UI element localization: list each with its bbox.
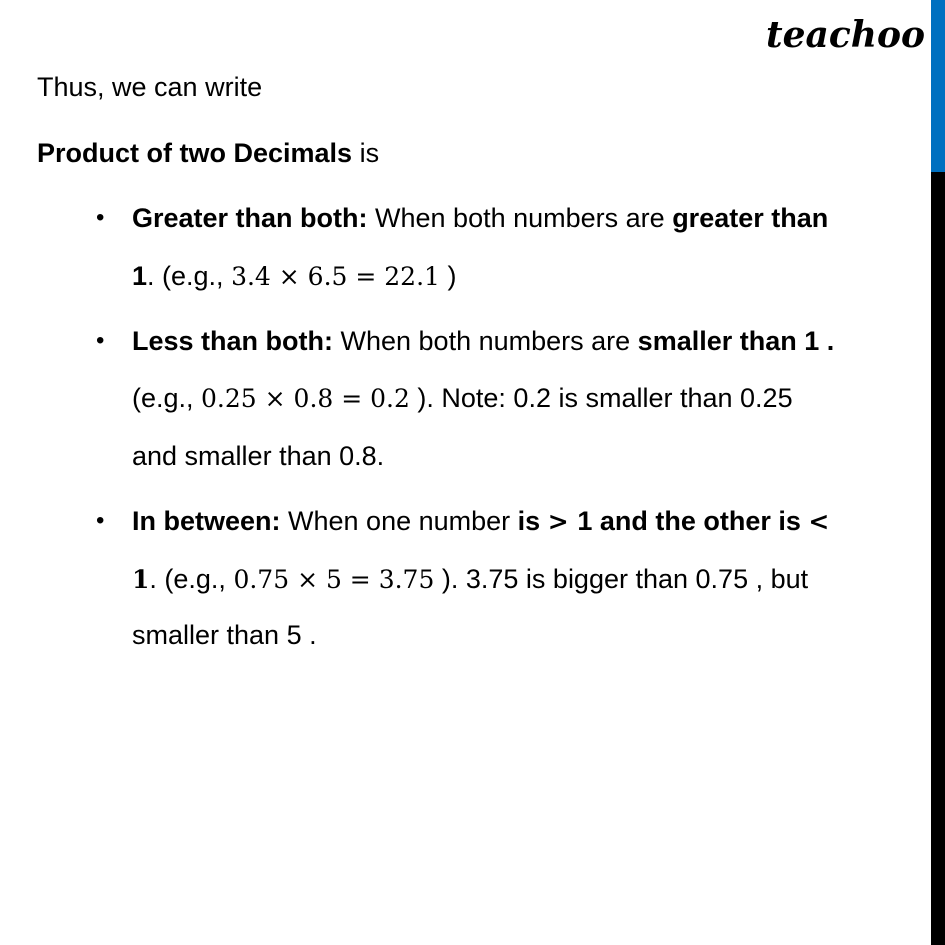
text-line (132, 440, 384, 472)
bold-text: 1 (132, 261, 148, 291)
bold-text: greater than (672, 203, 829, 233)
bold-text: In between: (132, 506, 281, 536)
text-line (132, 382, 793, 415)
text: . (e.g., (149, 564, 234, 594)
text-line (132, 325, 834, 357)
bold-text: Greater than both: (132, 203, 368, 233)
math-expression: < (808, 507, 830, 536)
text: When both numbers are (367, 203, 673, 233)
math-expression: 0.75 × 5 = 3.75 (233, 565, 435, 594)
text: is (352, 138, 380, 168)
text-line (132, 505, 829, 538)
text: ). 3.75 is bigger than 0.75 , but (434, 564, 809, 594)
bold-text: Product of two Decimals (37, 138, 353, 168)
math-expression: 3.4 × 6.5 = 22.1 (231, 262, 440, 291)
math-expression: 0.25 × 0.8 = 0.2 (201, 384, 410, 413)
text: When one number (280, 506, 518, 536)
text: ). Note: 0.2 is smaller than 0.25 (409, 383, 793, 413)
text: ) (439, 261, 457, 291)
text-line (37, 71, 262, 103)
bold-text: 1 and the other is (577, 506, 809, 536)
text: . (e.g., (147, 261, 232, 291)
text: (e.g., (132, 383, 202, 413)
bold-text: smaller than 1 . (637, 326, 835, 356)
text: smaller than 5 . (132, 620, 317, 650)
side-bar (931, 172, 945, 945)
math-expression: 1 (132, 565, 150, 594)
accent-bar (931, 0, 945, 172)
text-line (37, 137, 379, 169)
teachoo-logo: teachoo (766, 14, 925, 56)
text: and smaller than 0.8. (132, 441, 385, 471)
bold-text: Less than both: (132, 326, 333, 356)
text: Thus, we can write (37, 72, 263, 102)
text-line (132, 563, 808, 596)
bold-text: is (517, 506, 548, 536)
text-line (132, 202, 828, 234)
bullet-icon: • (96, 327, 105, 354)
math-expression: > (547, 507, 578, 536)
bullet-icon: • (96, 507, 105, 534)
text-line (132, 619, 317, 651)
text: When both numbers are (333, 326, 638, 356)
bullet-icon: • (96, 204, 105, 231)
text-line (132, 260, 456, 293)
